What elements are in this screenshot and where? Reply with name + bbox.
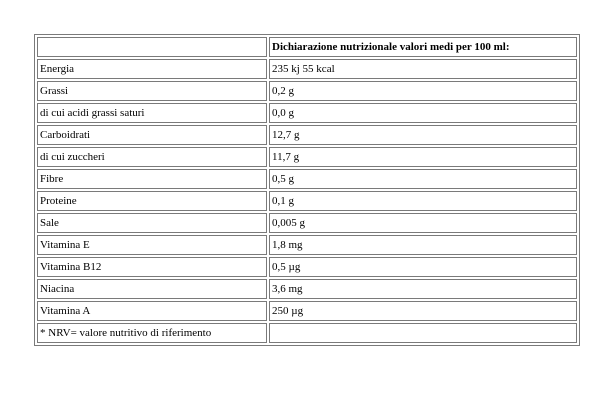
nutrient-value: 0,0 g: [269, 103, 577, 123]
nutrient-label: Sale: [37, 213, 267, 233]
nutrient-label: Fibre: [37, 169, 267, 189]
table-row: [37, 257, 577, 277]
nutrient-label: Energia: [37, 59, 267, 79]
table-row: [37, 235, 577, 255]
nutrient-label: di cui zuccheri: [37, 147, 267, 167]
header-value-cell: Dichiarazione nutrizionale valori medi per 100 ml:: [269, 37, 577, 57]
nutrient-value: 0,5 µg: [269, 257, 577, 277]
table-footnote-row: [37, 323, 577, 343]
table-row: [37, 169, 577, 189]
nutrient-value: 0,2 g: [269, 81, 577, 101]
nutrient-label: Grassi: [37, 81, 267, 101]
nutrient-value: 1,8 mg: [269, 235, 577, 255]
table-row: [37, 279, 577, 299]
nutrient-label: Vitamina A: [37, 301, 267, 321]
nutrient-label: Vitamina E: [37, 235, 267, 255]
nutrition-table: [34, 34, 580, 346]
table-header-row: [37, 37, 577, 57]
table-row: [37, 125, 577, 145]
nutrient-value: 12,7 g: [269, 125, 577, 145]
nutrient-value: 0,005 g: [269, 213, 577, 233]
footnote-text: * NRV= valore nutritivo di riferimento: [37, 323, 267, 343]
nutrient-value: 235 kj 55 kcal: [269, 59, 577, 79]
nutrient-value: 11,7 g: [269, 147, 577, 167]
nutrient-label: Vitamina B12: [37, 257, 267, 277]
nutrient-label: di cui acidi grassi saturi: [37, 103, 267, 123]
table-row: [37, 147, 577, 167]
table-row: [37, 81, 577, 101]
table-row: [37, 213, 577, 233]
nutrient-value: 0,5 g: [269, 169, 577, 189]
footnote-value: [269, 323, 577, 343]
nutrient-value: 3,6 mg: [269, 279, 577, 299]
header-label-cell: [37, 37, 267, 57]
nutrient-label: Niacina: [37, 279, 267, 299]
nutrient-value: 0,1 g: [269, 191, 577, 211]
nutrient-value: 250 µg: [269, 301, 577, 321]
table-row: [37, 103, 577, 123]
table-row: [37, 59, 577, 79]
table-row: [37, 191, 577, 211]
nutrient-label: Proteine: [37, 191, 267, 211]
table-row: [37, 301, 577, 321]
nutrient-label: Carboidrati: [37, 125, 267, 145]
